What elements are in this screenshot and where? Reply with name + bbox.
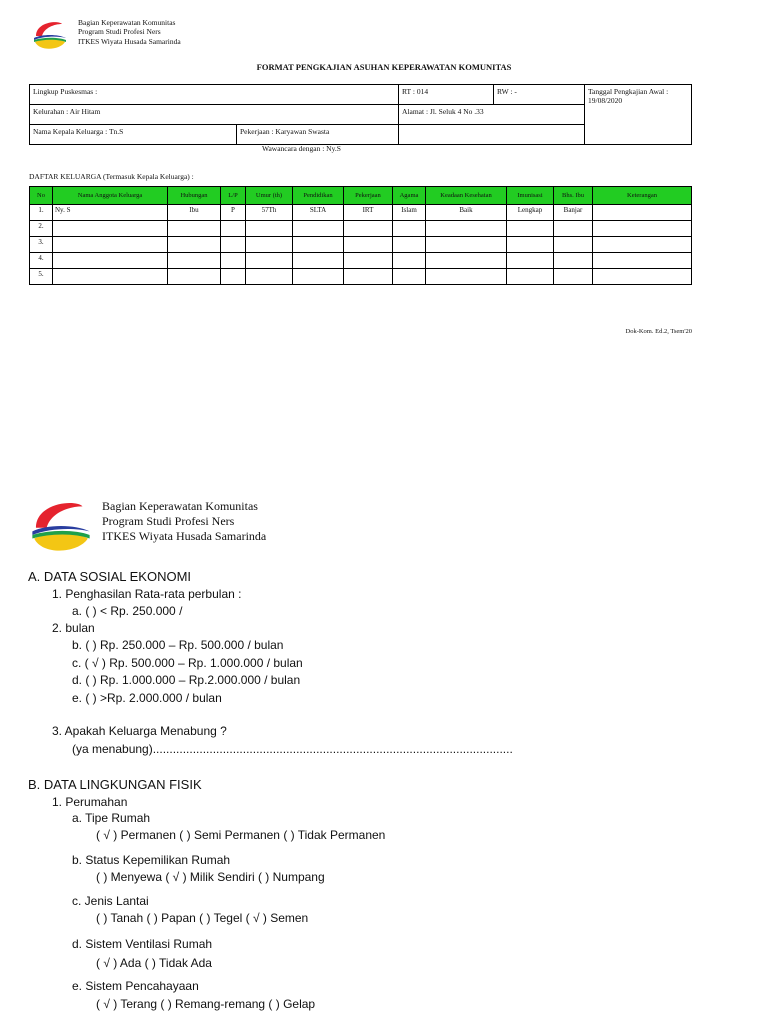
options-sistem-pencahayaan: ( √ ) Terang ( ) Remang-remang ( ) Gelap [96, 997, 316, 1011]
institution-line: ITKES Wiyata Husada Samarinda [102, 529, 267, 543]
col-header: No [30, 187, 53, 205]
wawancara-label: Wawancara dengan : Ny.S [262, 144, 341, 153]
table-cell [168, 221, 221, 237]
item-status-kepemilikan: b. Status Kepemilikan Rumah [72, 853, 231, 867]
table-row [30, 237, 692, 253]
table-cell [53, 253, 168, 269]
table-cell [168, 237, 221, 253]
institution-line: Program Studi Profesi Ners [102, 514, 235, 528]
rt-cell: RT : 014 [399, 85, 494, 105]
col-header: L/P [221, 187, 246, 205]
table-cell [593, 205, 692, 221]
lingkup-cell: Lingkup Puskesmas : [30, 85, 399, 105]
institution-line: ITKES Wiyata Husada Samarinda [78, 36, 181, 46]
table-cell [168, 269, 221, 285]
table-cell: 1. [30, 205, 53, 221]
option-b: b. ( ) Rp. 250.000 – Rp. 500.000 / bulan [72, 638, 284, 652]
table-cell [554, 253, 593, 269]
question-penghasilan: 1. Penghasilan Rata-rata perbulan : [52, 587, 242, 601]
col-header: Hubungan [168, 187, 221, 205]
table-cell: Ibu [168, 205, 221, 221]
option-a: a. ( ) < Rp. 250.000 / [72, 604, 183, 618]
empty-cell [399, 125, 585, 145]
table-cell [344, 237, 393, 253]
table-cell [53, 221, 168, 237]
item-perumahan: 1. Perumahan [52, 795, 128, 809]
alamat-cell: Alamat : Jl. Seluk 4 No .33 [399, 105, 585, 125]
institution-header [78, 18, 181, 46]
table-cell: Lengkap [507, 205, 554, 221]
table-row [30, 253, 692, 269]
institution-line: Program Studi Profesi Ners [78, 27, 161, 37]
col-header: Nama Anggota Keluarga [53, 187, 168, 205]
table-cell [507, 221, 554, 237]
pekerjaan-cell: Pekerjaan : Karyawan Swasta [237, 125, 399, 145]
col-header: Imunisasi [507, 187, 554, 205]
table-cell [507, 269, 554, 285]
table-row [30, 221, 692, 237]
table-cell [293, 253, 344, 269]
option-d: d. ( ) Rp. 1.000.000 – Rp.2.000.000 / bulan [72, 673, 301, 687]
family-table [29, 186, 692, 285]
kepala-cell: Nama Kepala Keluarga : Tn.S [30, 125, 237, 145]
table-row [30, 269, 692, 285]
answer-menabung: (ya menabung)............................................................................................................ [72, 742, 513, 756]
rw-cell: RW : - [494, 85, 585, 105]
table-cell [593, 237, 692, 253]
table-cell [221, 269, 246, 285]
item-sistem-pencahayaan: e. Sistem Pencahayaan [72, 979, 199, 993]
table-cell [393, 237, 426, 253]
form-title: FORMAT PENGKAJIAN ASUHAN KEPERAWATAN KOMUNITAS [256, 62, 512, 72]
table-cell [221, 253, 246, 269]
item-sistem-ventilasi: d. Sistem Ventilasi Rumah [72, 937, 213, 951]
table-cell [53, 237, 168, 253]
family-header-row [30, 187, 692, 205]
table-cell: 5. [30, 269, 53, 285]
table-cell: 57Th [246, 205, 293, 221]
table-cell [293, 269, 344, 285]
table-cell: P [221, 205, 246, 221]
col-header: Agama [393, 187, 426, 205]
table-cell [426, 253, 507, 269]
option-e: e. ( ) >Rp. 2.000.000 / bulan [72, 691, 222, 705]
table-cell [53, 269, 168, 285]
question-menabung: 3. Apakah Keluarga Menabung ? [52, 724, 227, 738]
col-header: Keterangan [593, 187, 692, 205]
col-header: Pekerjaan [344, 187, 393, 205]
table-cell [554, 269, 593, 285]
table-cell [168, 253, 221, 269]
table-cell [393, 221, 426, 237]
table-cell: SLTA [293, 205, 344, 221]
table-cell: Baik [426, 205, 507, 221]
tanggal-cell: Tanggal Pengkajian Awal : 19/08/2020 [585, 85, 692, 145]
table-cell [393, 269, 426, 285]
institution-line: Bagian Keperawatan Komunitas [102, 499, 258, 513]
options-sistem-ventilasi: ( √ ) Ada ( ) Tidak Ada [96, 956, 212, 970]
options-jenis-lantai: ( ) Tanah ( ) Papan ( ) Tegel ( √ ) Semen [96, 911, 309, 925]
section-b-title: B. DATA LINGKUNGAN FISIK [28, 777, 202, 792]
table-cell [393, 253, 426, 269]
table-cell: Banjar [554, 205, 593, 221]
institution-logo [32, 16, 68, 59]
table-cell [344, 253, 393, 269]
options-tipe-rumah: ( √ ) Permanen ( ) Semi Permanen ( ) Tidak Permanen [96, 828, 386, 842]
table-cell [344, 269, 393, 285]
col-header: Pendidikan [293, 187, 344, 205]
table-cell [293, 237, 344, 253]
institution-line: Bagian Keperawatan Komunitas [78, 18, 176, 27]
table-cell [246, 253, 293, 269]
section-a-title: A. DATA SOSIAL EKONOMI [28, 569, 192, 584]
item-jenis-lantai: c. Jenis Lantai [72, 894, 149, 908]
table-cell [344, 221, 393, 237]
table-cell [246, 237, 293, 253]
item-tipe-rumah: a. Tipe Rumah [72, 811, 151, 825]
table-cell [246, 221, 293, 237]
table-cell [426, 221, 507, 237]
table-cell [507, 253, 554, 269]
table-cell [554, 221, 593, 237]
table-cell [593, 253, 692, 269]
table-row [30, 205, 692, 221]
daftar-keluarga-title: DAFTAR KELUARGA (Termasuk Kepala Keluarga) : [29, 172, 194, 181]
document-reference: Dok-Kom. Ed.2, Tsem'20 [625, 328, 692, 335]
kelurahan-cell: Kelurahan : Air Hitam [30, 105, 399, 125]
info-table [29, 84, 692, 145]
table-cell: IRT [344, 205, 393, 221]
col-header: Bhs. Ibu [554, 187, 593, 205]
table-cell [221, 237, 246, 253]
table-cell [426, 269, 507, 285]
options-status-kepemilikan: ( ) Menyewa ( √ ) Milik Sendiri ( ) Numpang [96, 870, 325, 884]
table-cell [507, 237, 554, 253]
option-c: c. ( √ ) Rp. 500.000 – Rp. 1.000.000 / bulan [72, 656, 303, 670]
table-cell: 3. [30, 237, 53, 253]
table-cell [246, 269, 293, 285]
table-cell: 2. [30, 221, 53, 237]
institution-logo [26, 492, 96, 565]
table-cell [554, 237, 593, 253]
col-header: Keadaan Kesehatan [426, 187, 507, 205]
table-cell [426, 237, 507, 253]
institution-header [102, 499, 266, 544]
table-cell: Ny. S [53, 205, 168, 221]
table-cell: 4. [30, 253, 53, 269]
table-cell [593, 221, 692, 237]
col-header: Umur (th) [246, 187, 293, 205]
table-cell [593, 269, 692, 285]
list-number-2: 2. bulan [52, 621, 95, 635]
table-cell [293, 221, 344, 237]
table-cell [221, 221, 246, 237]
table-cell: Islam [393, 205, 426, 221]
